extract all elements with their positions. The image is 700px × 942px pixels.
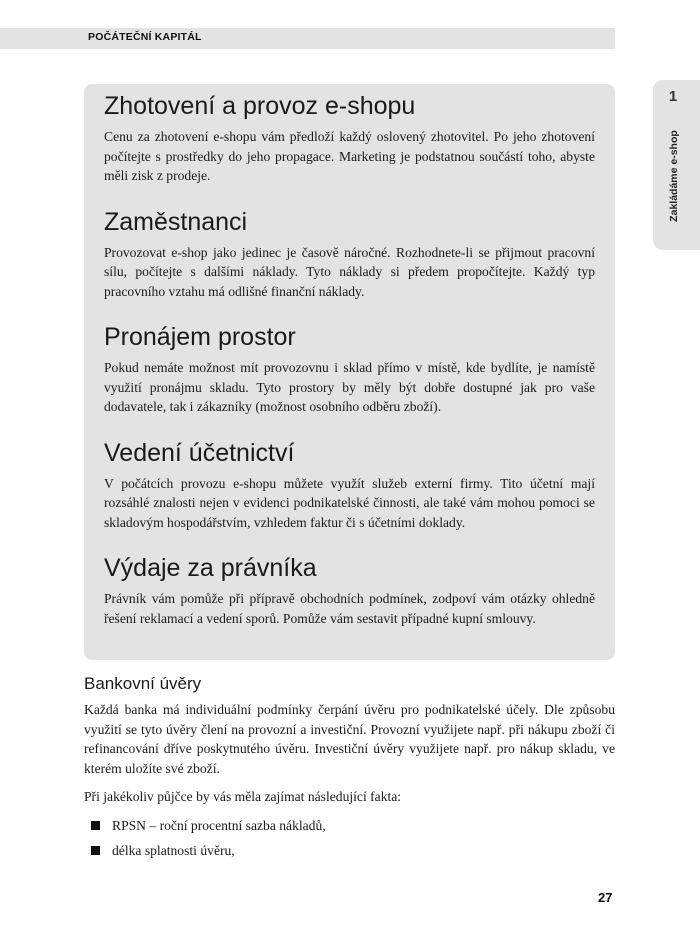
page-number: 27 [598, 890, 613, 905]
box-section [104, 204, 595, 302]
subheading: Bankovní úvěry [84, 674, 202, 693]
section-title: Výdaje za právníka [104, 554, 317, 582]
chapter-number: 1 [668, 88, 678, 105]
chapter-tab [653, 80, 700, 250]
section-text: Pokud nemáte možnost mít provozovnu i sklad přímo v místě, kde bydlíte, je namístě využití pronájmu skladu. Tyto prostory by měly být dobře dostupné jak pro vaše dodavatele, tak i zákazníky (možnost osobního odběru zboží). [104, 360, 595, 414]
list-item [84, 816, 615, 836]
list-item [84, 841, 615, 861]
square-bullet-icon [91, 821, 100, 830]
box-section [104, 319, 595, 417]
paragraph: Každá banka má individuální podmínky čerpání úvěru pro podnikatelské účely. Dle způsobu využití se tyto úvěry člení na provozní a investiční. Provozní využijete např. při nákupu zboží či refinancování dříve poskytnutého úvěru. Investiční úvěry využijete např. pro nákup skladu, ve kterém uložíte své zboží. [84, 702, 615, 776]
paragraph: Při jakékoliv půjčce by vás měla zajímat následující fakta: [84, 789, 402, 804]
box-section [104, 88, 595, 186]
main-content [84, 672, 615, 867]
square-bullet-icon [91, 846, 100, 855]
section-title: Vedení účetnictví [104, 438, 295, 467]
section-title: Zhotovení a provoz e-shopu [104, 92, 416, 120]
running-header [0, 28, 615, 49]
running-header-title: POČÁTEČNÍ KAPITÁL [88, 31, 202, 43]
section-text: V počátcích provozu e-shopu můžete využít služeb externí firmy. Tito účetní mají rozsáhlé znalosti nejen v evidenci podnikatelské činnosti, ale také vám mohou pomoci se skladovým hospodářstvím, vzhledem faktur či s účetními doklady. [104, 475, 595, 530]
section-title: Zaměstnanci [104, 207, 248, 236]
section-text: Právník vám pomůže při přípravě obchodních podmínek, zodpoví vám otázky ohledně řešení reklamací a vedení sporů. Pomůže vám sestavit případné kupní smlouvy. [104, 591, 595, 626]
box-section [104, 435, 595, 533]
section-text: Cenu za zhotovení e-shopu vám předloží každý oslovený zhotovitel. Po jeho zhotovení počítejte s prostředky do jeho propagace. Marketing je podstatnou součástí toho, abyste měli zisk z prodeje. [104, 129, 595, 183]
box-section [104, 550, 595, 628]
section-title: Pronájem prostor [104, 323, 296, 351]
section-text: Provozovat e-shop jako jedinec je časově náročné. Rozhodnete-li se přijmout pracovní sílu, počítejte s dalšími náklady. Tyto náklady si předem propočítejte. Každý typ pracovního vztahu má odlišné finanční náklady. [104, 244, 595, 299]
list-item-text: RPSN – roční procentní sazba nákladů, [112, 817, 326, 833]
bullet-list [84, 816, 615, 861]
cost-items-box [84, 84, 615, 660]
chapter-label: Zakládáme e-shop [668, 130, 680, 222]
list-item-text: délka splatnosti úvěru, [112, 843, 235, 858]
